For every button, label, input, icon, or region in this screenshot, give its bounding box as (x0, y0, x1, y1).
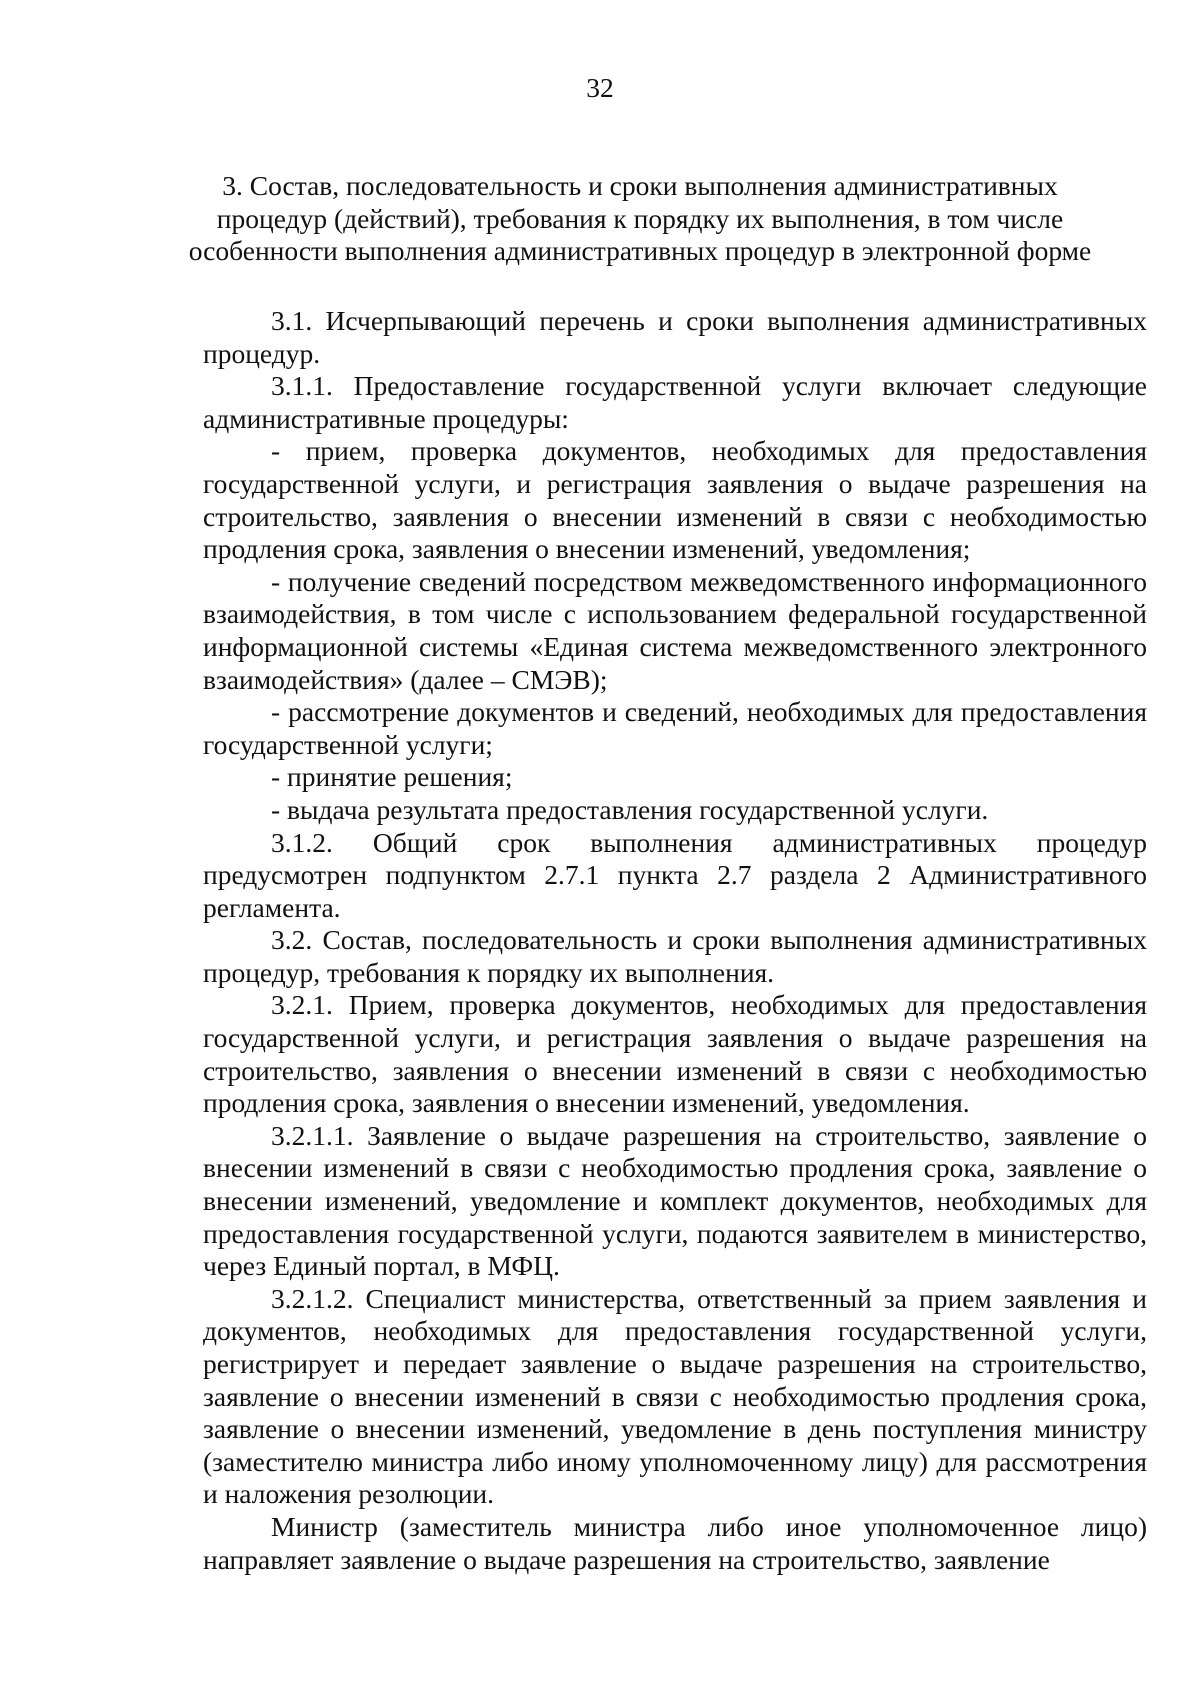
heading-line: особенности выполнения административных процедур в электронной форме (188, 235, 1092, 266)
list-item-interagency: - получение сведений посредством межведомственного информационного взаимодействия, в том числе с использованием федеральной государственной информационной системы «Единая система межведомственного электронного взаимодействия» (далее – СМЭВ); (203, 565, 1147, 695)
list-item-decision: - принятие решения; (271, 761, 513, 793)
paragraph-3-2-1-2: 3.2.1.2. Специалист министерства, ответственный за прием заявления и документов, необходимых для предоставления государственной услуги, регистрирует и передает заявление о выдаче разрешения на строительство, заявление о внесении изменений в связи с необходимостью продления срока, заявление о внесении изменений, уведомление в день поступления министру (заместителю министра либо иному уполномоченному лицу) для рассмотрения и наложения резолюции. (203, 1282, 1147, 1510)
paragraph-minister: Министр (заместитель министра либо иное уполномоченное лицо) направляет заявление о выдаче разрешения на строительство, заявление (203, 1510, 1147, 1575)
section-heading (180, 170, 1100, 268)
paragraph-3-1-2: 3.1.2. Общий срок выполнения административных процедур предусмотрен подпунктом 2.7.1 пункта 2.7 раздела 2 Административного регламента. (203, 826, 1147, 923)
page-number: 32 (586, 72, 614, 103)
list-item-review: - рассмотрение документов и сведений, необходимых для предоставления государственной услуги; (203, 696, 1147, 760)
paragraph-3-1-1: 3.1.1. Предоставление государственной услуги включает следующие административные процедуры: (203, 370, 1147, 434)
body-text (203, 305, 1147, 1576)
heading-line: процедур (действий), требования к порядку их выполнения, в том числе (216, 202, 1064, 234)
list-item-issue: - выдача результата предоставления государственной услуги. (271, 793, 989, 825)
paragraph-3-2: 3.2. Состав, последовательность и сроки выполнения административных процедур, требования к порядку их выполнения. (203, 924, 1147, 988)
paragraph-3-2-1-1: 3.2.1.1. Заявление о выдаче разрешения на строительство, заявление о внесении изменений в связи с необходимостью продления срока, заявление о внесении изменений, уведомление и комплект документов, необходимых для предоставления государственной услуги, подаются заявителем в министерство, через Единый портал, в МФЦ. (203, 1119, 1147, 1282)
paragraph-3-1: 3.1. Исчерпывающий перечень и сроки выполнения административных процедур. (203, 305, 1147, 369)
paragraph-3-2-1: 3.2.1. Прием, проверка документов, необходимых для предоставления государственной услуги, и регистрация заявления о выдаче разрешения на строительство, заявления о внесении изменений в связи с необходимостью продления срока, заявления о внесении изменений, уведомления. (203, 989, 1147, 1119)
list-item-reception: - прием, проверка документов, необходимых для предоставления государственной услуги, и регистрация заявления о выдаче разрешения на строительство, заявления о внесении изменений в связи с необходимостью продления срока, заявления о внесении изменений, уведомления; (203, 435, 1147, 565)
heading-line: 3. Состав, последовательность и сроки выполнения административных (222, 170, 1058, 201)
